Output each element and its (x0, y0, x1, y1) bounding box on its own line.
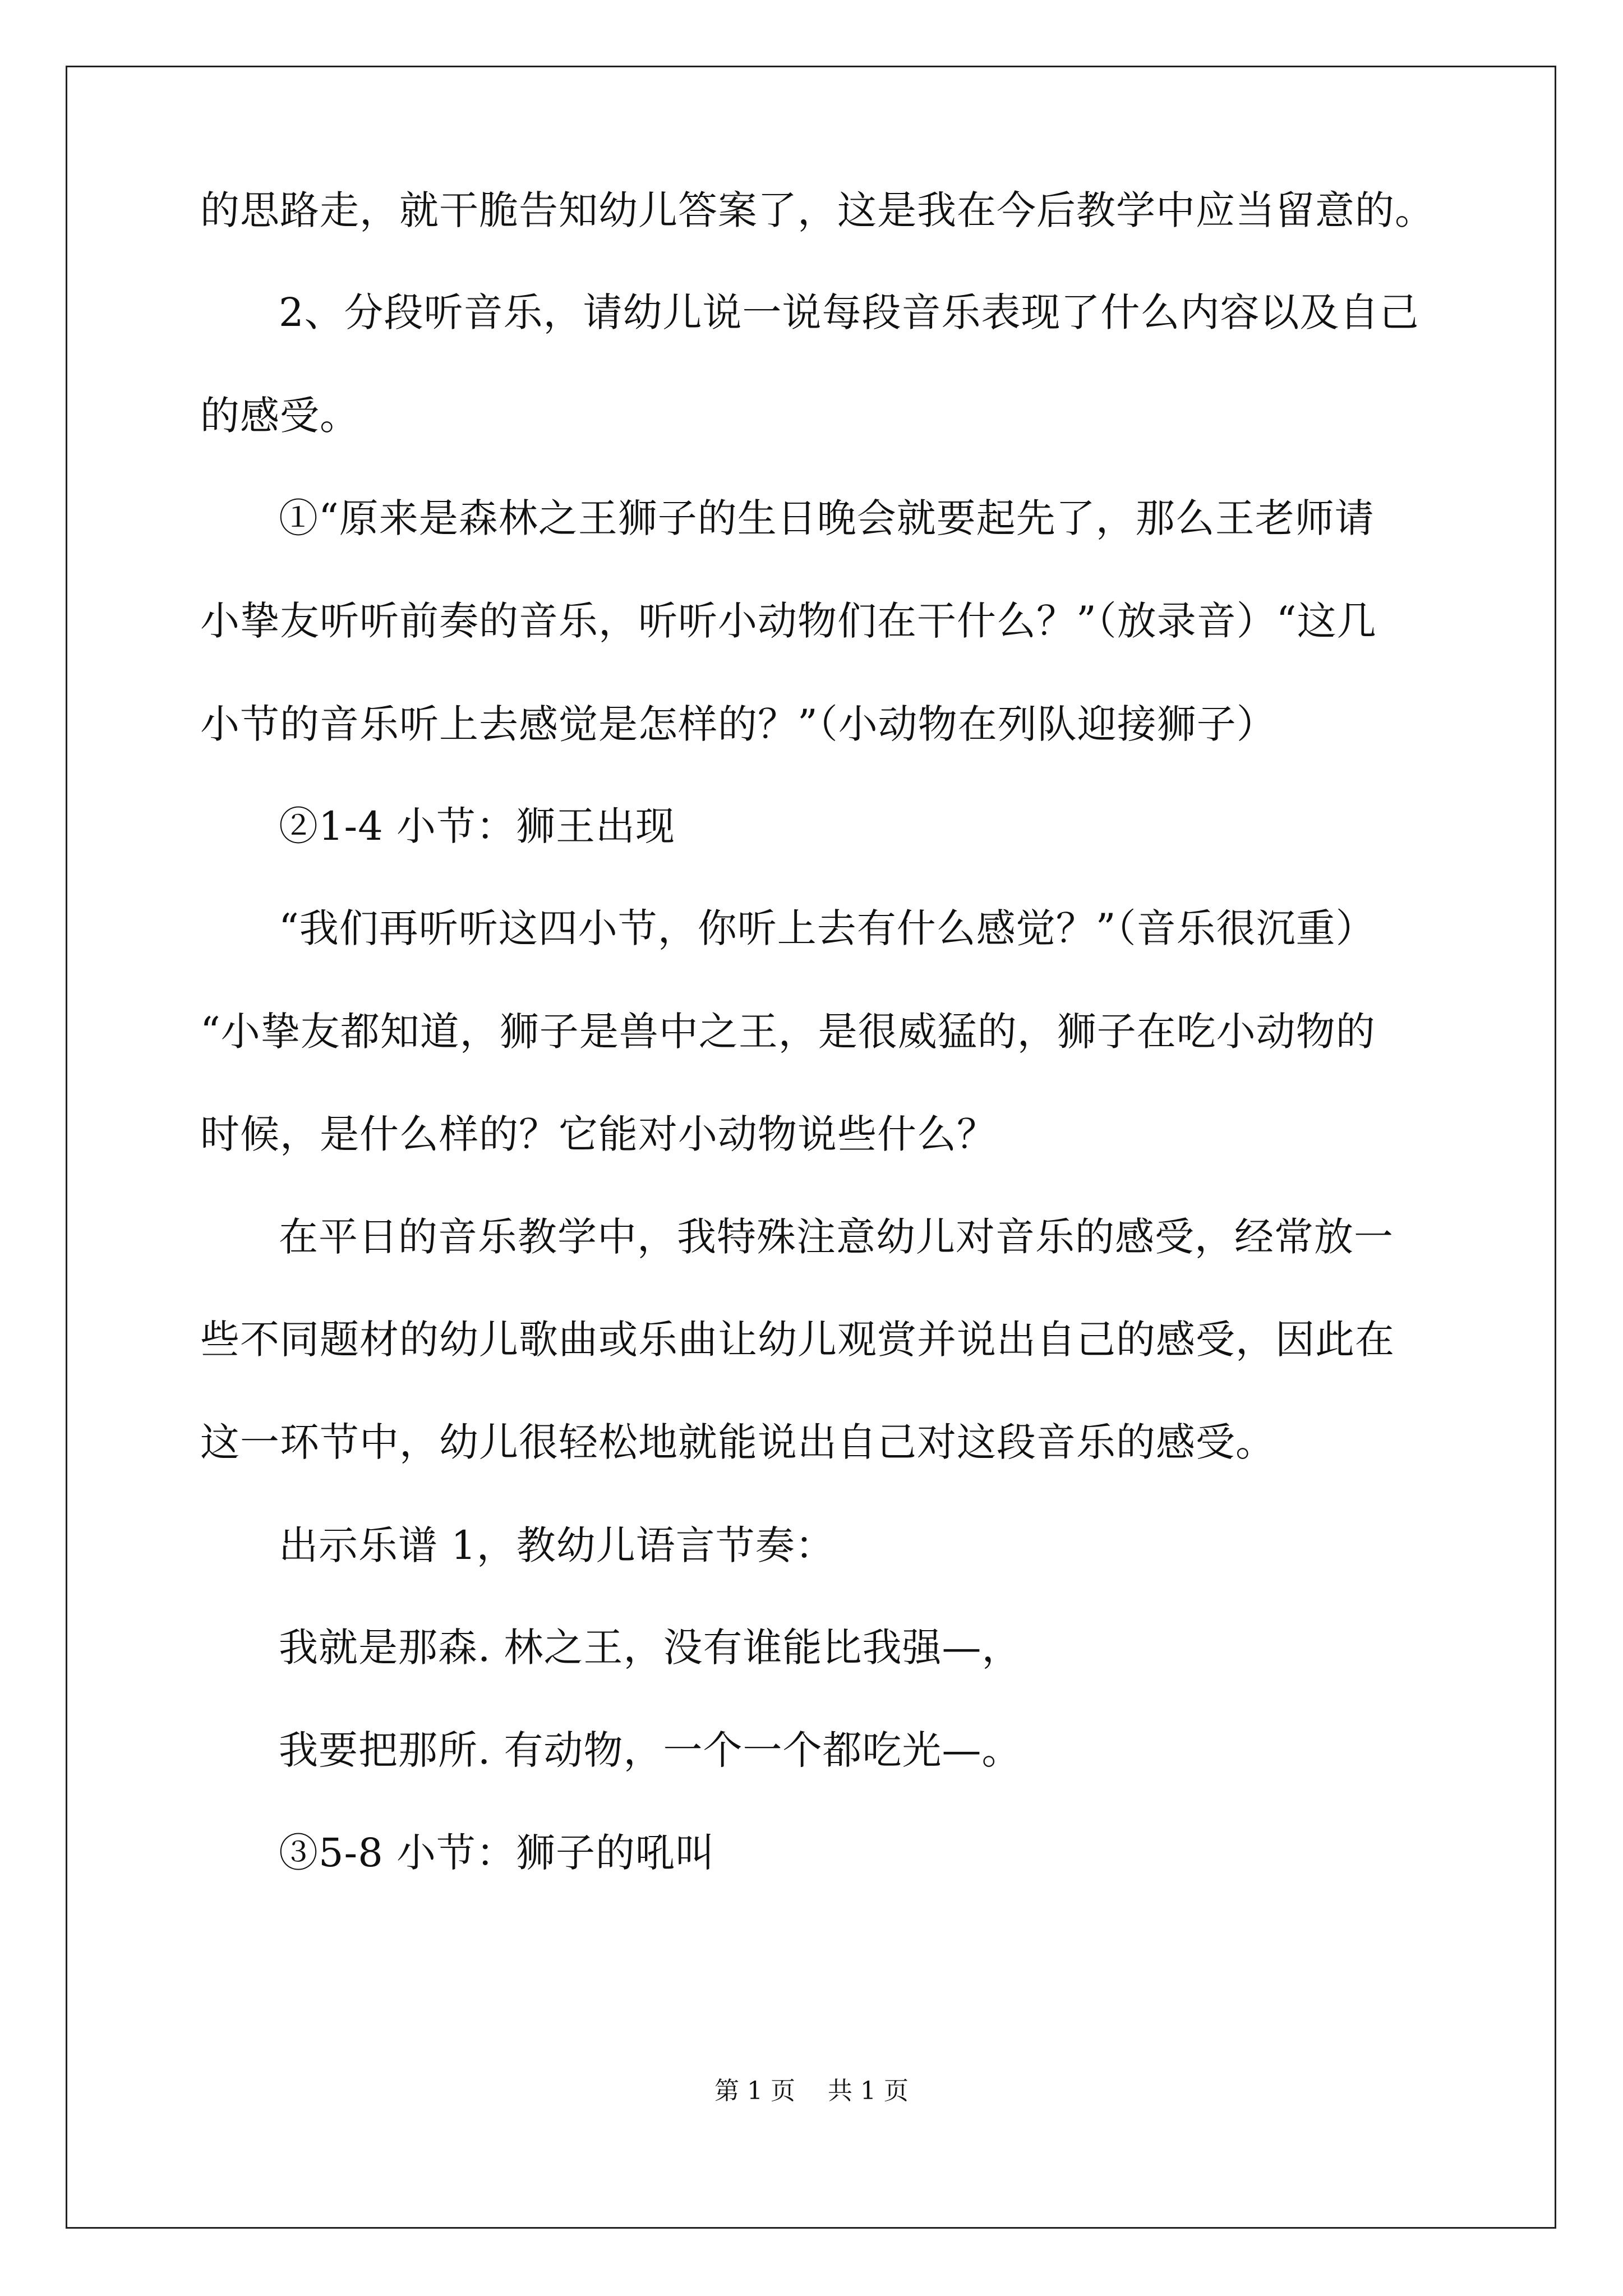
text-line-10: 时候，是什么样的？它能对小动物说些什么？ (200, 1111, 997, 1157)
text-line-7: ②1-4 小节：狮王出现 (279, 803, 675, 849)
text-line-15: 我就是那森. 林之王，没有谁能比我强—， (279, 1625, 1022, 1671)
text-line-9: “小挚友都知道，狮子是兽中之王，是很威猛的，狮子在吃小动物的 (200, 1009, 1376, 1055)
text-line-16: 我要把那所. 有动物，一个一个都吃光—。 (279, 1727, 1022, 1773)
text-line-17: ③5-8 小节：狮子的吼叫 (279, 1830, 715, 1876)
text-line-1: 的思路走，就干脆告知幼儿答案了，这是我在今后教学中应当留意的。 (200, 187, 1435, 233)
text-line-2: 2、分段听音乐，请幼儿说一说每段音乐表现了什么内容以及自己 (279, 289, 1419, 335)
page-footer: 第 1 页 共 1 页 (714, 2077, 909, 2105)
text-line-8: “我们再听听这四小节，你听上去有什么感觉？”（音乐很沉重） (279, 905, 1376, 951)
text-line-13: 这一环节中，幼儿很轻松地就能说出自己对这段音乐的感受。 (200, 1419, 1275, 1465)
text-line-12: 些不同题材的幼儿歌曲或乐曲让幼儿观赏并说出自己的感受，因此在 (200, 1317, 1395, 1363)
text-line-4: ①“原来是森林之王狮子的生日晚会就要起先了，那么王老师请 (279, 495, 1375, 541)
text-line-6: 小节的音乐听上去感觉是怎样的？”（小动物在列队迎接狮子） (200, 701, 1276, 747)
text-line-11: 在平日的音乐教学中，我特殊注意幼儿对音乐的感受，经常放一 (279, 1214, 1394, 1260)
text-line-14: 出示乐谱 1，教幼儿语言节奏： (279, 1522, 835, 1568)
text-line-3: 的感受。 (200, 393, 359, 439)
text-line-5: 小挚友听听前奏的音乐，听听小动物们在干什么？”（放录音）“这几 (200, 598, 1377, 644)
